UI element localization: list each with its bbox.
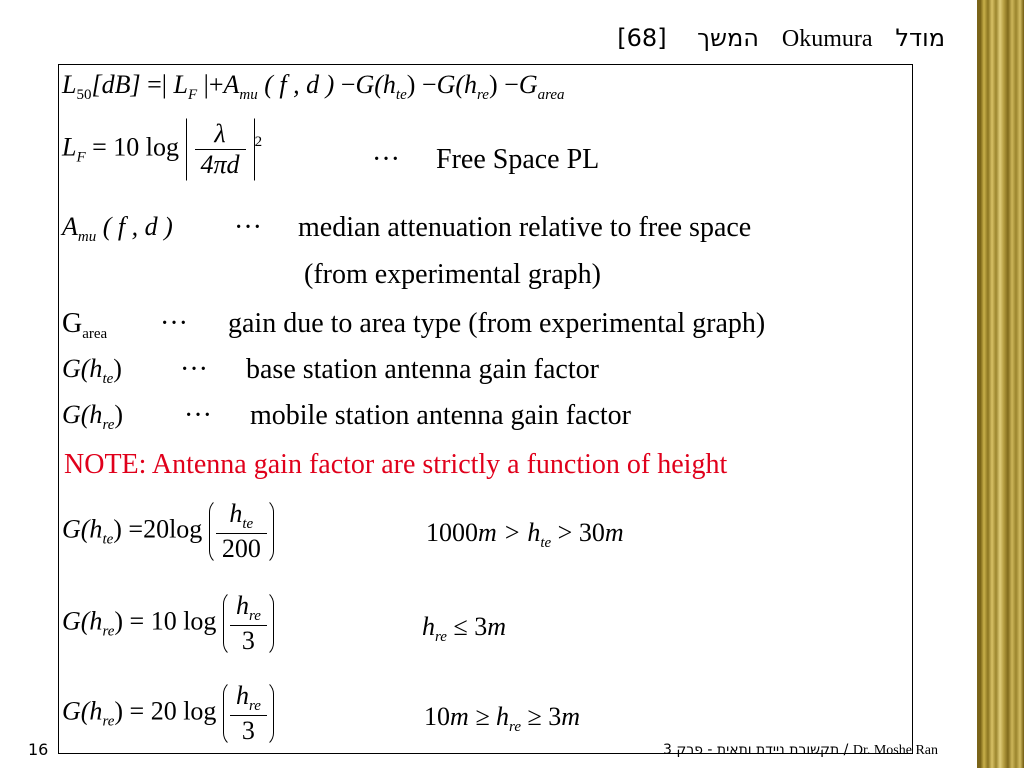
formula-eq2	[62, 590, 274, 657]
eq1-cond-c: > 30	[551, 518, 605, 547]
eq2-paren	[223, 590, 274, 657]
eq1-rhs: ) =20log	[113, 514, 203, 544]
main-ghre-sub: re	[477, 87, 489, 103]
eq3-lhs-sub: re	[102, 713, 115, 730]
footer-sep: /	[839, 742, 853, 758]
amu-lhs-sub: mu	[77, 229, 97, 245]
decorative-frame	[980, 0, 1024, 768]
garea-description: gain due to area type (from experimental graph)	[228, 308, 766, 339]
footer-course: תקשורת ניידת ותאית - פרק 3	[663, 742, 840, 758]
main-plus: +	[208, 70, 224, 99]
lf-lhs: L	[62, 132, 77, 162]
eq1-cond-sub: te	[540, 535, 552, 551]
main-eq: =	[147, 70, 162, 99]
main-lhs-sub: 50	[76, 87, 92, 103]
lf-fraction	[195, 119, 246, 180]
garea-dots: ···	[160, 308, 188, 339]
eq1-num-sub: te	[242, 516, 254, 532]
garea-lhs-sub: area	[82, 326, 108, 342]
footer-author: Dr. Moshe Ran	[852, 743, 938, 758]
eq1-cond-d: m	[604, 518, 624, 547]
note-text: NOTE: Antenna gain factor are strictly a function of height	[64, 449, 728, 480]
lf-dots: ···	[372, 144, 400, 175]
eq3-cond-c: ≥ 3	[521, 702, 562, 731]
eq3-num-sub: re	[248, 698, 261, 714]
eq2-numerator	[230, 591, 267, 626]
eq2-lhs: G(h	[62, 606, 103, 636]
formula-main: $L_{50}[dB]$ =| $L_F$ $|+A_{mu}$ ( f , d ) $-G(h_{te}) -G(h_{re}) -G_{area}$	[62, 70, 565, 103]
main-ghre: G(h	[436, 70, 478, 99]
amu-description: median attenuation relative to free space	[298, 212, 752, 243]
eq1-condition	[426, 518, 624, 552]
title-model-name: Okumura	[781, 26, 873, 52]
eq2-denominator: 3	[241, 626, 255, 655]
eq3-paren	[223, 680, 274, 747]
frame-divider	[977, 0, 980, 768]
main-garea-sub: area	[537, 87, 565, 103]
page-number: 16	[28, 740, 49, 759]
main-lhs: L	[62, 70, 77, 99]
eq3-rhs: ) = 20 log	[114, 696, 217, 726]
lf-denominator: 4πd	[200, 150, 240, 179]
eq1-num-h: h	[229, 499, 243, 528]
formula-amu	[62, 212, 173, 246]
main-unit: [dB]	[91, 70, 141, 99]
main-minus-3: −	[504, 70, 519, 99]
ghre-description: mobile station antenna gain factor	[250, 400, 631, 431]
main-lf-sub: F	[187, 87, 198, 103]
eq1-lhs-sub: te	[102, 531, 114, 548]
eq2-condition	[422, 612, 506, 646]
ghte-lhs: G(h	[62, 354, 103, 383]
eq3-numerator	[230, 681, 267, 716]
amu-lhs: A	[62, 212, 78, 241]
lf-description: Free Space PL	[436, 144, 600, 175]
eq1-paren	[209, 498, 274, 565]
eq3-num-h: h	[235, 681, 249, 710]
eq2-cond-c: m	[487, 612, 507, 641]
title-ref: [68]	[617, 24, 667, 52]
eq2-lhs-sub: re	[102, 623, 115, 640]
eq1-fraction	[216, 499, 267, 564]
formula-ghre	[62, 400, 123, 434]
amu-dots: ···	[234, 212, 262, 243]
ghte-description: base station antenna gain factor	[246, 354, 599, 385]
formula-garea	[62, 308, 107, 343]
lf-numerator: λ	[195, 119, 246, 150]
eq2-cond-a: h	[422, 612, 435, 641]
amu-args: ( f , d )	[102, 212, 173, 241]
lf-bracket	[186, 118, 255, 181]
eq3-cond-sub: re	[509, 719, 521, 735]
eq3-cond-b: m ≥ h	[450, 702, 510, 731]
footer-credit	[663, 742, 938, 759]
main-ghte: G(h	[355, 70, 396, 99]
formula-ghte	[62, 354, 122, 388]
title-hebrew-model: מודל	[895, 24, 945, 52]
main-minus-2: −	[421, 70, 437, 99]
main-ghte-sub: te	[395, 87, 407, 103]
formula-eq1	[62, 498, 274, 565]
garea-lhs: G	[62, 308, 83, 339]
main-minus-1: −	[340, 70, 356, 99]
main-args: ( f , d )	[264, 70, 335, 99]
eq1-numerator	[216, 499, 267, 534]
lf-lhs-sub: F	[76, 149, 86, 166]
ghre-dots: ···	[184, 400, 212, 431]
ghre-close: )	[114, 400, 124, 429]
eq2-rhs: ) = 10 log	[114, 606, 217, 636]
eq2-cond-sub: re	[435, 629, 447, 645]
formula-eq3	[62, 680, 274, 747]
main-lf: L	[173, 70, 188, 99]
eq1-lhs: G(h	[62, 514, 103, 544]
title-hebrew-cont: המשך	[697, 24, 759, 52]
ghre-lhs: G(h	[62, 400, 103, 429]
slide-title	[600, 24, 945, 58]
eq3-lhs: G(h	[62, 696, 103, 726]
eq2-num-h: h	[235, 591, 249, 620]
eq3-denominator: 3	[241, 716, 255, 745]
eq1-cond-a: 1000	[426, 518, 478, 547]
eq2-cond-b: ≤ 3	[446, 612, 488, 641]
main-amu: A	[223, 70, 240, 99]
amu-description-2: (from experimental graph)	[304, 259, 601, 290]
eq3-condition	[424, 702, 580, 736]
eq3-cond-a: 10	[424, 702, 450, 731]
eq2-num-sub: re	[248, 608, 261, 624]
main-amu-sub: mu	[239, 87, 258, 103]
main-garea: G	[518, 70, 538, 99]
ghte-dots: ···	[180, 354, 208, 385]
ghte-close: )	[113, 354, 122, 383]
ghte-lhs-sub: te	[102, 371, 114, 387]
eq2-fraction	[230, 591, 267, 656]
eq3-cond-d: m	[561, 702, 581, 731]
ghre-lhs-sub: re	[102, 417, 115, 433]
eq3-fraction	[230, 681, 267, 746]
lf-exponent: 2	[254, 133, 263, 150]
formula-lf	[62, 118, 262, 181]
lf-rhs: = 10 log	[92, 132, 180, 162]
eq1-denominator: 200	[221, 534, 261, 563]
eq1-cond-b: m > h	[478, 518, 541, 547]
